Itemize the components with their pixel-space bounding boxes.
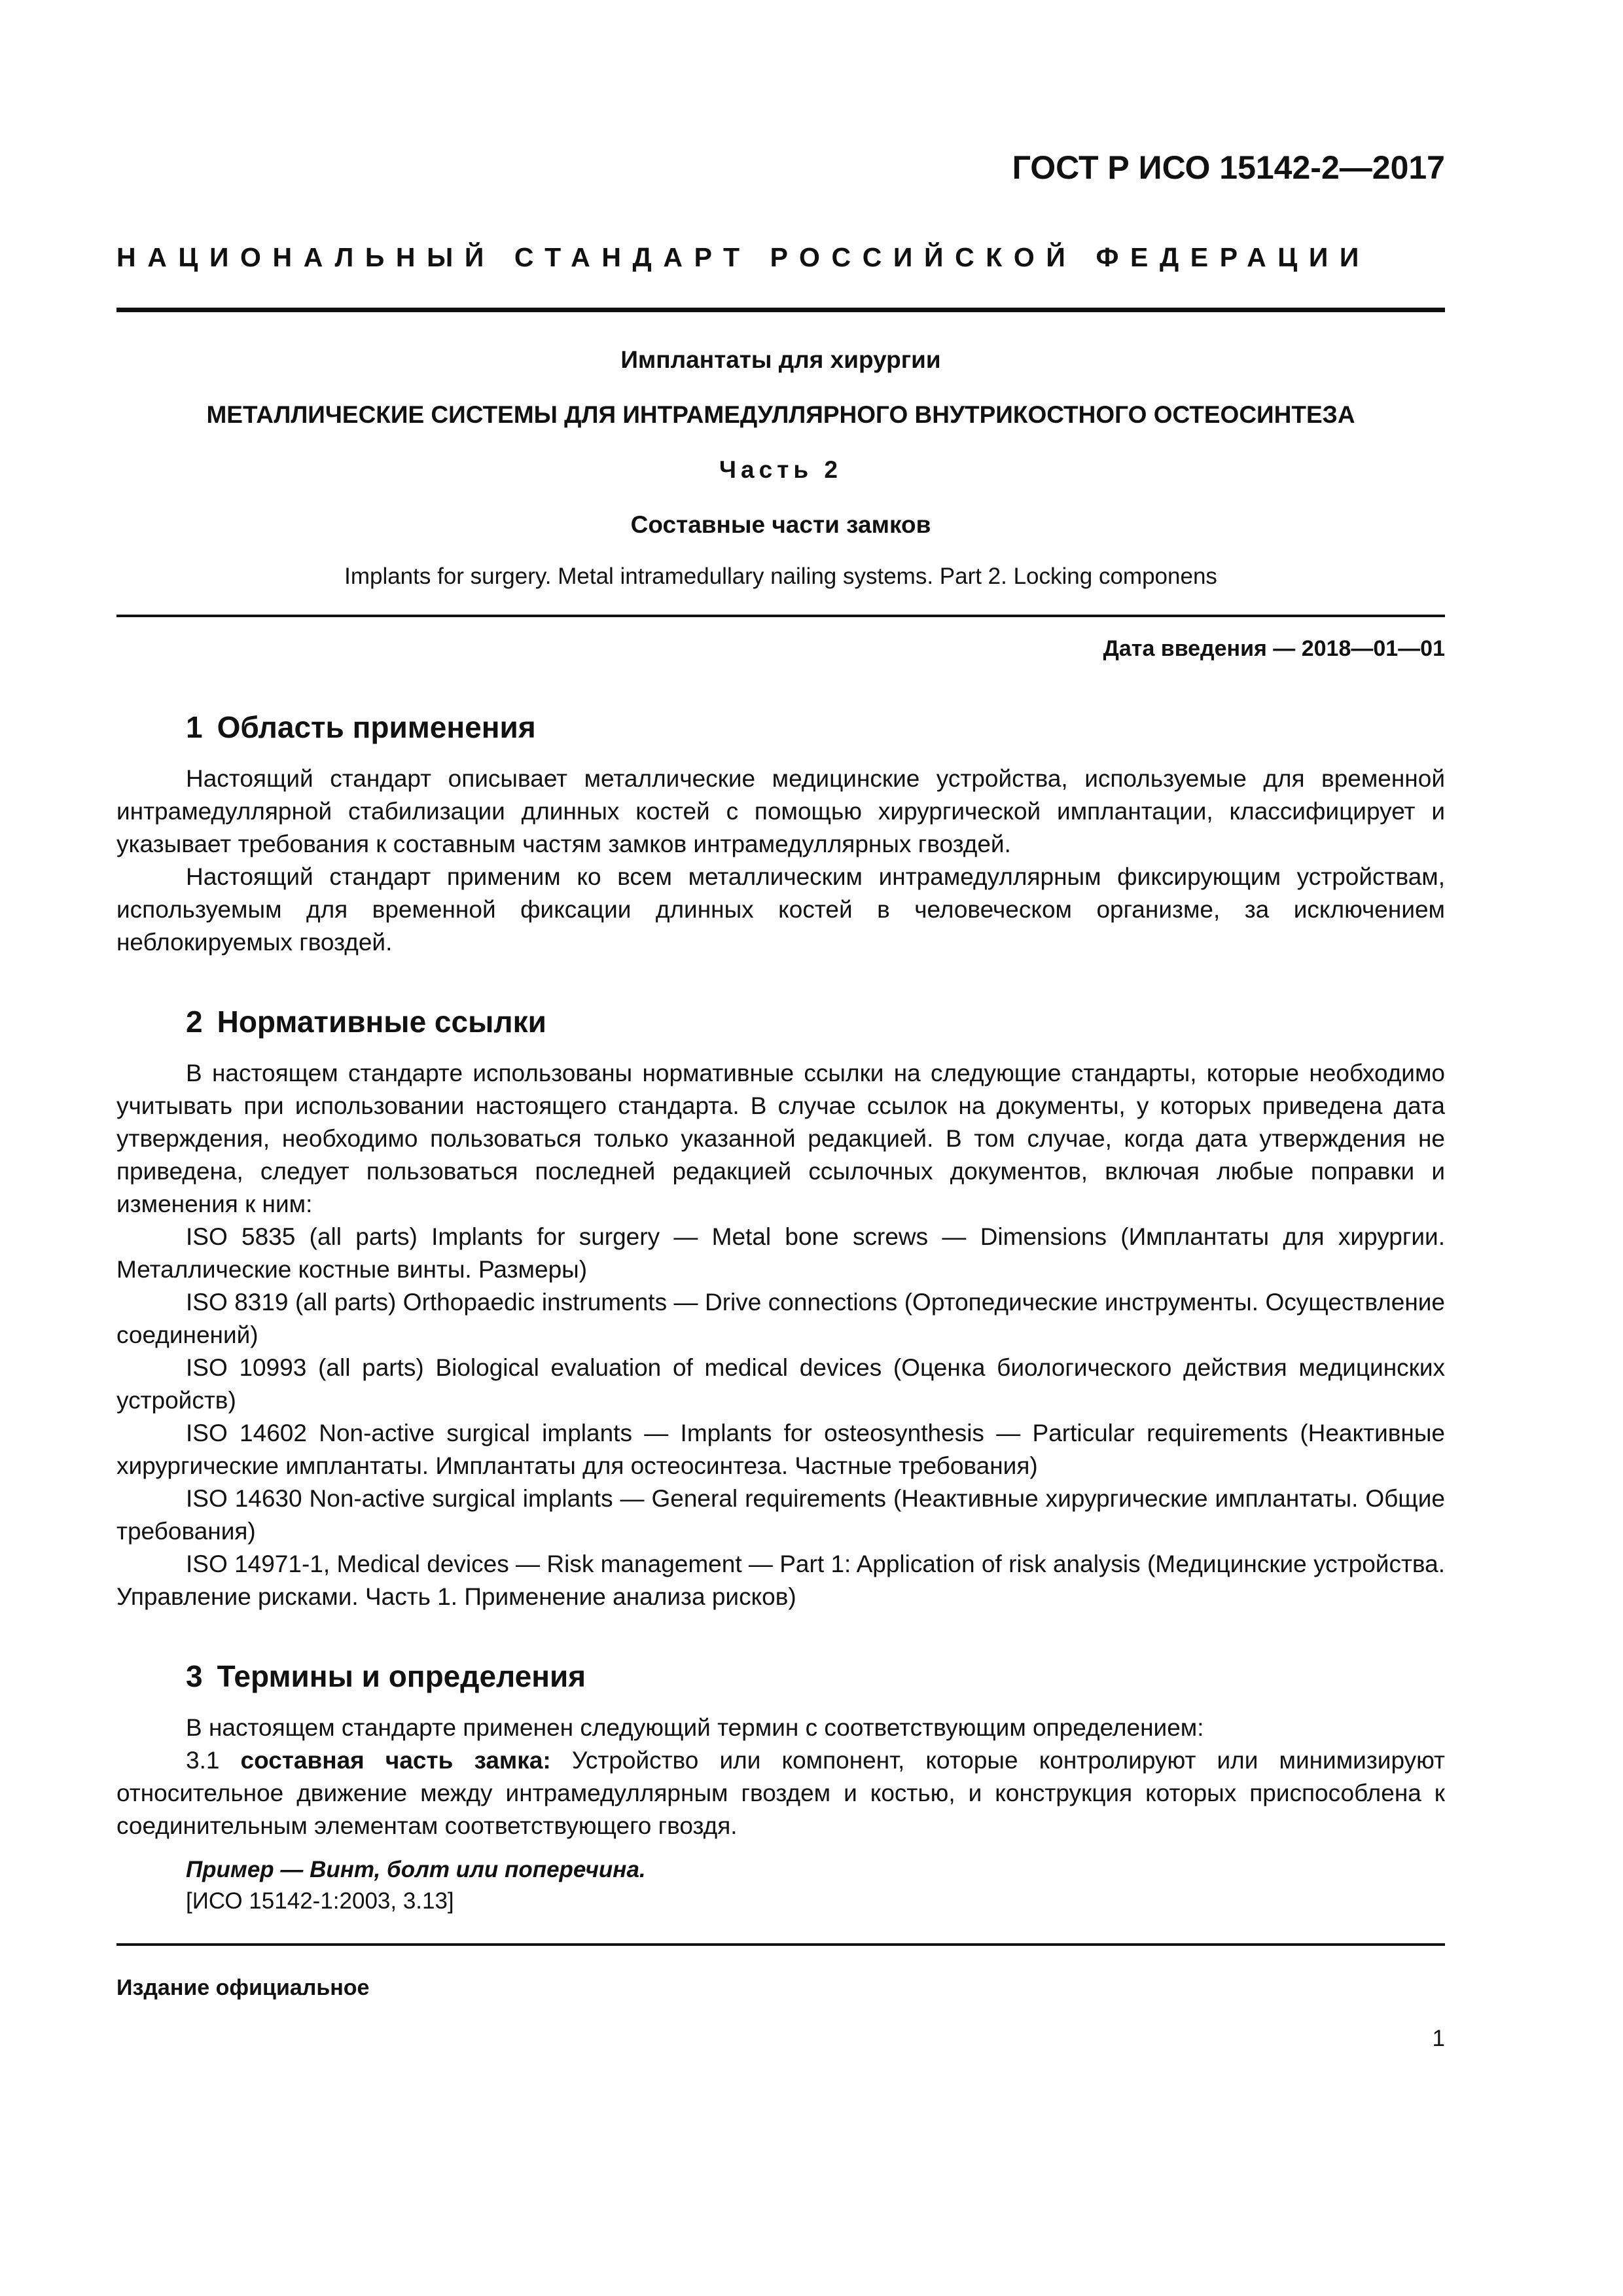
reference-item: ISO 8319 (all parts) Orthopaedic instruments — Drive connections (Ортопедические инструменты. Осуществление соединений): [116, 1289, 1445, 1348]
title-part: Часть 2: [719, 456, 842, 483]
title-subtitle: Составные части замков: [630, 511, 931, 538]
section-1-paragraph-1: Настоящий стандарт описывает металлические медицинские устройства, используемые для временной интрамедуллярной стабилизации длинных костей с помощью хирургической имплантации, классифицирует и указывает требования к составным частям замков интрамедуллярных гвоздей.: [116, 765, 1445, 857]
section-3-heading: [186, 1657, 1445, 1696]
section-3-title: Термины и определения: [217, 1659, 586, 1693]
footer-divider: [116, 1943, 1445, 1946]
reference-item: ISO 5835 (all parts) Implants for surgery — Metal bone screws — Dimensions (Имплантаты для хирургии. Металлические костные винты. Размеры): [116, 1223, 1445, 1283]
title-main: МЕТАЛЛИЧЕСКИЕ СИСТЕМЫ ДЛЯ ИНТРАМЕДУЛЛЯРНОГО ВНУТРИКОСТНОГО ОСТЕОСИНТЕЗА: [206, 401, 1355, 428]
section-3-paragraph-1: В настоящем стандарте применен следующий термин с соответствующим определением:: [186, 1714, 1204, 1741]
reference-item: ISO 14602 Non-active surgical implants — Implants for osteosynthesis — Particular requirements (Неактивные хирургические имплантаты. Имплантаты для остеосинтеза. Частные требования): [116, 1420, 1445, 1479]
term-example-block: [186, 1854, 1445, 1917]
section-1-number: 1: [186, 710, 203, 744]
section-1-title: Область применения: [217, 710, 536, 744]
section-2-number: 2: [186, 1005, 203, 1039]
term-number: 3.1: [186, 1747, 220, 1774]
header-divider: [116, 308, 1445, 312]
title-line-1: Имплантаты для хирургии: [620, 346, 941, 373]
term-source: [ИСО 15142-1:2003, 3.13]: [186, 1888, 454, 1914]
term-definition: [116, 1744, 1445, 1842]
introduction-date: Дата введения — 2018—01—01: [1103, 636, 1445, 661]
official-edition-label: Издание официальное: [116, 1975, 370, 2000]
section-2-title: Нормативные ссылки: [217, 1005, 546, 1039]
section-1-heading: [186, 708, 1445, 747]
section-2-paragraph-1: В настоящем стандарте использованы нормативные ссылки на следующие стандарты, которые необходимо учитывать при использовании настоящего стандарта. В случае ссылок на документы, у которых приведена дата утверждения, необходимо пользоваться только указанной редакцией. В том случае, когда дата утверждения не приведена, следует пользоваться последней редакцией ссылочных документов, включая любые поправки и изменения к ним:: [116, 1060, 1445, 1217]
page-number: 1: [1432, 2026, 1445, 2051]
title-divider: [116, 615, 1445, 617]
national-standard-banner: НАЦИОНАЛЬНЫЙ СТАНДАРТ РОССИЙСКОЙ ФЕДЕРАЦИИ: [116, 242, 1370, 272]
document-page: [116, 131, 1445, 2054]
term-name: составная часть замка:: [240, 1747, 551, 1774]
document-code: ГОСТ Р ИСО 15142-2—2017: [1012, 149, 1445, 186]
term-example: Пример — Винт, болт или поперечина.: [186, 1857, 646, 1882]
section-3-number: 3: [186, 1659, 203, 1693]
reference-item: ISO 14971-1, Medical devices — Risk management — Part 1: Application of risk analysis (Медицинские устройства. Управление рисками. Часть 1. Применение анализа рисков): [116, 1551, 1445, 1610]
reference-item: ISO 10993 (all parts) Biological evaluation of medical devices (Оценка биологического действия медицинских устройств): [116, 1354, 1445, 1414]
term-definition-text: Устройство или компонент, которые контролируют или минимизируют относительное движение между интрамедуллярным гвоздем и костью, и конструкция которых приспособлена к соединительным элементам соответствующего гвоздя.: [116, 1747, 1445, 1839]
title-english: Implants for surgery. Metal intramedullary nailing systems. Part 2. Locking componens: [344, 564, 1217, 589]
section-1-paragraph-2: Настоящий стандарт применим ко всем металлическим интрамедуллярным фиксирующим устройствам, используемым для временной фиксации длинных костей в человеческом организме, за исключением неблокируемых гвоздей.: [116, 863, 1445, 956]
section-2-heading: [186, 1002, 1445, 1041]
reference-item: ISO 14630 Non-active surgical implants — General requirements (Неактивные хирургические имплантаты. Общие требования): [116, 1485, 1445, 1545]
